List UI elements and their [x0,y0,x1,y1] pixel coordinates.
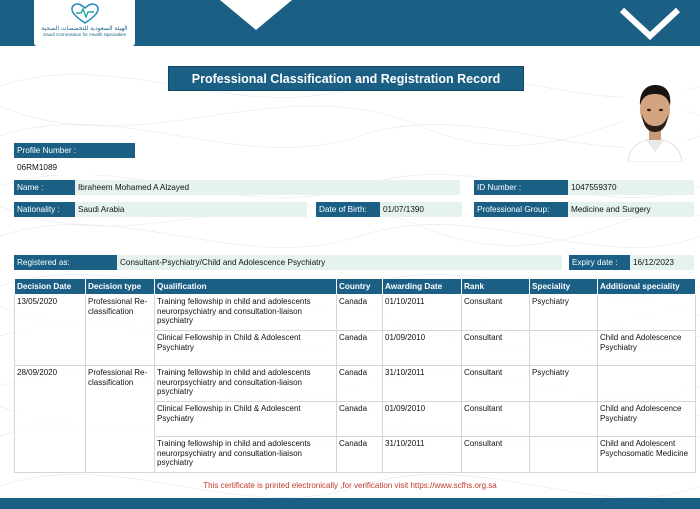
qualification-cell: Training fellowship in child and adolescents neurorpsychiatry and consultation-liaison psychiatry [155,295,337,331]
decision-type-cell: Professional Re-classification [86,366,155,473]
profile-number-value: 06RM1089 [14,160,135,175]
additional-speciality-cell [598,295,696,331]
id-number-value: 1047559370 [568,180,694,195]
qualification-cell: Training fellowship in child and adolescents neurorpsychiatry and consultation-liaison psychiatry [155,437,337,473]
column-header-qualification: Qualification [155,279,337,295]
column-header-speciality: Speciality [530,279,598,295]
awarding-date-cell: 31/10/2011 [383,437,462,473]
awarding-date-cell: 31/10/2011 [383,366,462,402]
professional-group-label: Professional Group: [474,202,568,217]
table-row [15,366,696,402]
profile-photo [624,80,686,162]
logo-english-text: Saudi Commission for Health Specialties [43,32,126,37]
document-title: Professional Classification and Registration Record [168,66,524,91]
qualification-cell: Training fellowship in child and adolescents neurorpsychiatry and consultation-liaison psychiatry [155,366,337,402]
awarding-date-cell: 01/09/2010 [383,402,462,437]
country-cell: Canada [337,366,383,402]
speciality-cell [530,437,598,473]
professional-group-value: Medicine and Surgery [568,202,694,217]
expiry-date-value: 16/12/2023 [630,255,694,270]
heart-pulse-logo-icon [70,3,100,25]
awarding-date-cell: 01/10/2011 [383,295,462,331]
nationality-label: Nationality : [14,202,75,217]
id-number-label: ID Number : [474,180,568,195]
scfhs-logo [34,0,135,46]
rank-cell: Consultant [462,366,530,402]
decision-date-cell: 28/09/2020 [15,366,86,473]
country-cell: Canada [337,331,383,366]
footer-bar [0,498,700,509]
dob-value: 01/07/1390 [380,202,462,217]
registered-as-value: Consultant-Psychiatry/Child and Adolescence Psychiatry [117,255,562,270]
column-header-country: Country [337,279,383,295]
certificate-verification-note: This certificate is printed electronically ,for verification visit https://www.scfhs.org.sa [203,481,497,490]
additional-speciality-cell: Child and Adolescence Psychiatry [598,331,696,366]
additional-speciality-cell: Child and Adolescence Psychiatry [598,402,696,437]
chevron-decoration-icon [620,6,680,46]
column-header-decision-date: Decision Date [15,279,86,295]
classification-records-table [14,278,696,473]
profile-number-label: Profile Number : [14,143,135,158]
dob-label: Date of Birth: [316,202,380,217]
rank-cell: Consultant [462,331,530,366]
speciality-cell: Psychiatry [530,295,598,331]
rank-cell: Consultant [462,437,530,473]
country-cell: Canada [337,437,383,473]
name-label: Name : [14,180,75,195]
speciality-cell [530,331,598,366]
nationality-value: Saudi Arabia [75,202,307,217]
registered-as-label: Registered as: [14,255,117,270]
expiry-date-label: Expiry date : [569,255,630,270]
rank-cell: Consultant [462,295,530,331]
table-header-row [15,279,696,295]
logo-arabic-text: الهيئة السعودية للتخصصات الصحية [41,25,128,32]
country-cell: Canada [337,295,383,331]
rank-cell: Consultant [462,402,530,437]
column-header-additional-speciality: Additional speciality [598,279,696,295]
header-notch-decoration [220,0,292,30]
column-header-awarding-date: Awarding Date [383,279,462,295]
additional-speciality-cell [598,366,696,402]
qualification-cell: Clinical Fellowship in Child & Adolescent Psychiatry [155,331,337,366]
speciality-cell: Psychiatry [530,366,598,402]
decision-type-cell: Professional Re-classification [86,295,155,366]
decision-date-cell: 13/05/2020 [15,295,86,366]
additional-speciality-cell: Child and Adolescent Psychosomatic Medicine [598,437,696,473]
country-cell: Canada [337,402,383,437]
speciality-cell [530,402,598,437]
column-header-rank: Rank [462,279,530,295]
qualification-cell: Clinical Fellowship in Child & Adolescent Psychiatry [155,402,337,437]
name-value: Ibraheem Mohamed A Alzayed [75,180,460,195]
table-row [15,295,696,331]
awarding-date-cell: 01/09/2010 [383,331,462,366]
column-header-decision-type: Decision type [86,279,155,295]
